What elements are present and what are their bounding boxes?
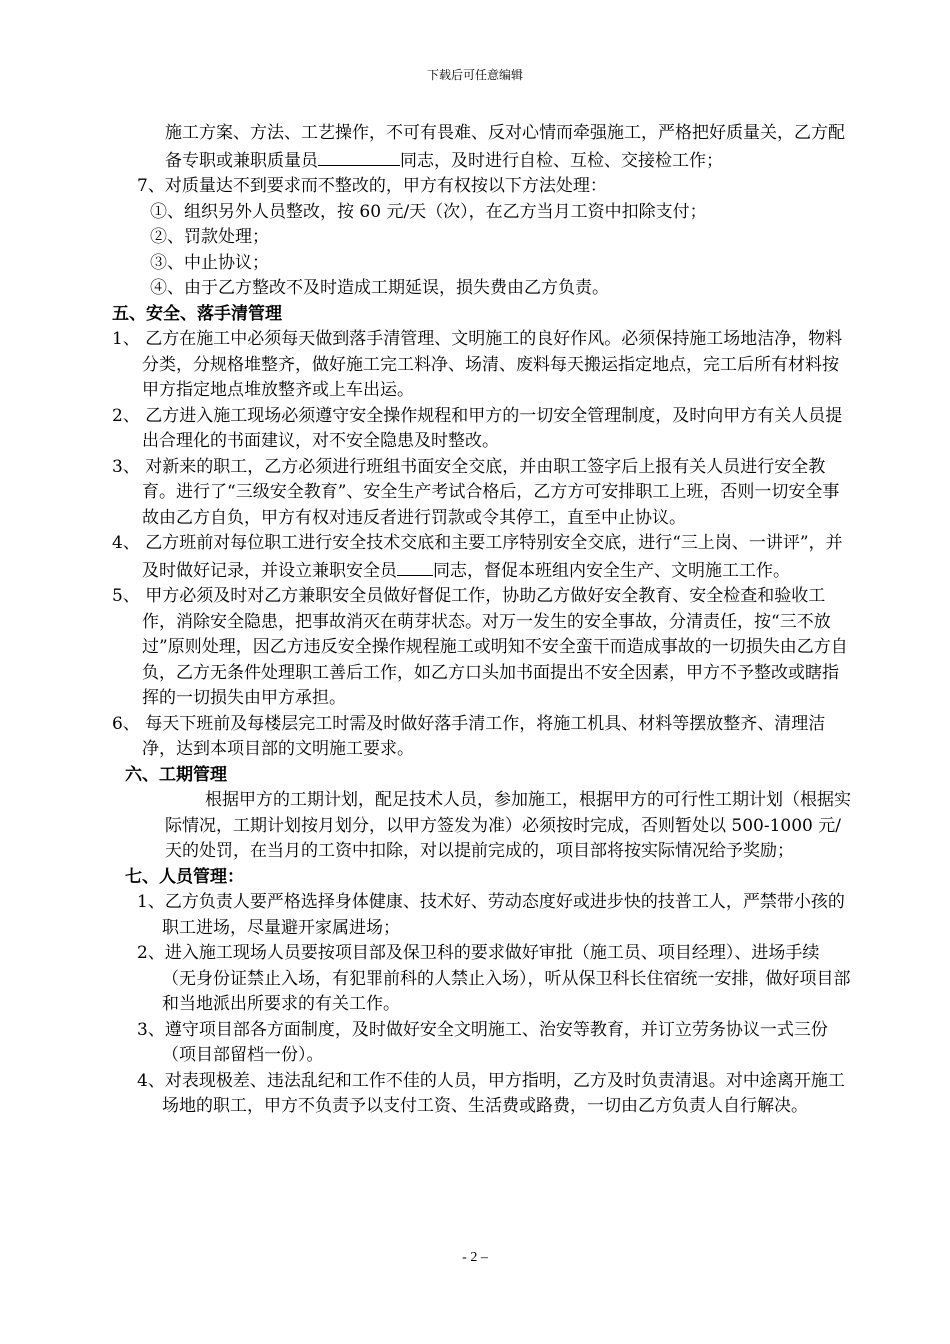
page-header: 下载后可任意编辑 <box>426 68 523 82</box>
item7-option3: ③、中止协议； <box>150 252 269 273</box>
section7-item3: 3、遵守项目部各方面制度，及时做好安全文明施工、治安等教育，并订立劳务协议一式三份（项目部留档一份）。 <box>137 1019 828 1065</box>
section4-item7: 7、对质量达不到要求而不整改的，甲方有权按以下方法处理： <box>137 176 607 196</box>
section5-item6: 6、 每天下班前及每楼层完工时需及时做好落手清工作，将施工机具、材料等摆放整齐、清理洁净，达到本项目部的文明施工要求。 <box>112 713 826 759</box>
safety-officer-blank <box>397 557 433 576</box>
quality-text-a: 施工方案、方法、工艺操作，不可有畏难、反对心情而牵强施工，严格把好质量关，乙方配备专职或兼职质量员 <box>165 123 845 171</box>
item7-option4: ④、由于乙方整改不及时造成工期延误，损失费由乙方负责。 <box>150 278 609 298</box>
document-body <box>112 121 852 1120</box>
section7-heading: 七、人员管理： <box>125 866 244 887</box>
item4-text-a: 4、 乙方班前对每位职工进行安全技术交底和主要工序特别安全交底，进行“三上岗、一讲评”，并及时做好记录，并设立兼职安全员 <box>112 533 843 581</box>
section7-item4: 4、对表现极差、违法乱纪和工作不佳的人员，甲方指明，乙方及时负责清退。对中途离开施工场地的职工，甲方不负责予以支付工资、生活费或路费，一切由乙方负责人自行解决。 <box>137 1070 845 1116</box>
section5-item4 <box>112 531 852 584</box>
section5-heading: 五、安全、落手清管理 <box>112 303 282 324</box>
section7-item1: 1、乙方负责人要严格选择身体健康、技术好、劳动态度好或进步快的技普工人，严禁带小孩的职工进场，尽量避开家属进场； <box>137 892 845 938</box>
section7-item2: 2、进入施工现场人员要按项目部及保卫科的要求做好审批（施工员、项目经理）、进场手续（无身份证禁止入场，有犯罪前科的人禁止入场），听从保卫科长住宿统一安排，做好项目部和当地派出所要求的有关工作。 <box>137 943 851 1014</box>
item7-option2: ②、罚款处理； <box>150 227 269 247</box>
page-number: - 2 – <box>462 1250 488 1265</box>
section5-item3: 3、 对新来的职工，乙方必须进行班组书面安全交底，并由职工签字后上报有关人员进行安全教育。进行了“三级安全教育”、安全生产考试合格后，乙方方可安排职工上班，否则一切安全事故由乙方自负，甲方有权对违反者进行罚款或令其停工，直至中止协议。 <box>112 456 840 528</box>
item7-option1: ①、组织另外人员整改，按 60 元/天（次），在乙方当月工资中扣除支付； <box>150 201 707 222</box>
quality-inspector-blank <box>318 147 400 166</box>
section5-item2: 2、 乙方进入施工现场必须遵守安全操作规程和甲方的一切安全管理制度，及时向甲方有关人员提出合理化的书面建议，对不安全隐患及时整改。 <box>112 405 843 451</box>
section6-paragraph: 根据甲方的工期计划，配足技术人员，参加施工，根据甲方的可行性工期计划（根据实际情况，工期计划按月划分，以甲方签发为准）必须按时完成，否则暂处以 500-1000 元/天的处罚，在当月的工资中扣除，对以提前完成的，项目部将按实际情况给予奖励； <box>165 790 851 861</box>
item4-text-b: 同志，督促本班组内安全生产、文明施工工作。 <box>433 560 790 581</box>
section5-item5: 5、 甲方必须及时对乙方兼职安全员做好督促工作，协助乙方做好安全教育、安全检查和验收工作，消除安全隐患，把事故消灭在萌芽状态。对万一发生的安全事故，分清责任，按“三不放过”原则处理，因乙方违反安全操作规程施工或明知不安全蛮干而造成事故的一切损失由乙方自负，乙方无条件处理职工善后工作，如乙方口头加书面提出不安全因素，甲方不予整改或瞎指挥的一切损失由甲方承担。 <box>112 586 848 708</box>
section6-heading: 六、工期管理 <box>125 764 227 785</box>
section5-item1: 1、 乙方在施工中必须每天做到落手清管理、文明施工的良好作风。必须保持施工场地洁净，物料分类，分规格堆整齐，做好施工完工料净、场清、废料每天搬运指定地点，完工后所有材料按甲方指定地点堆放整齐或上车出运。 <box>112 329 843 400</box>
section4-continuation <box>112 121 852 174</box>
quality-text-b: 同志，及时进行自检、互检、交接检工作； <box>400 150 723 171</box>
